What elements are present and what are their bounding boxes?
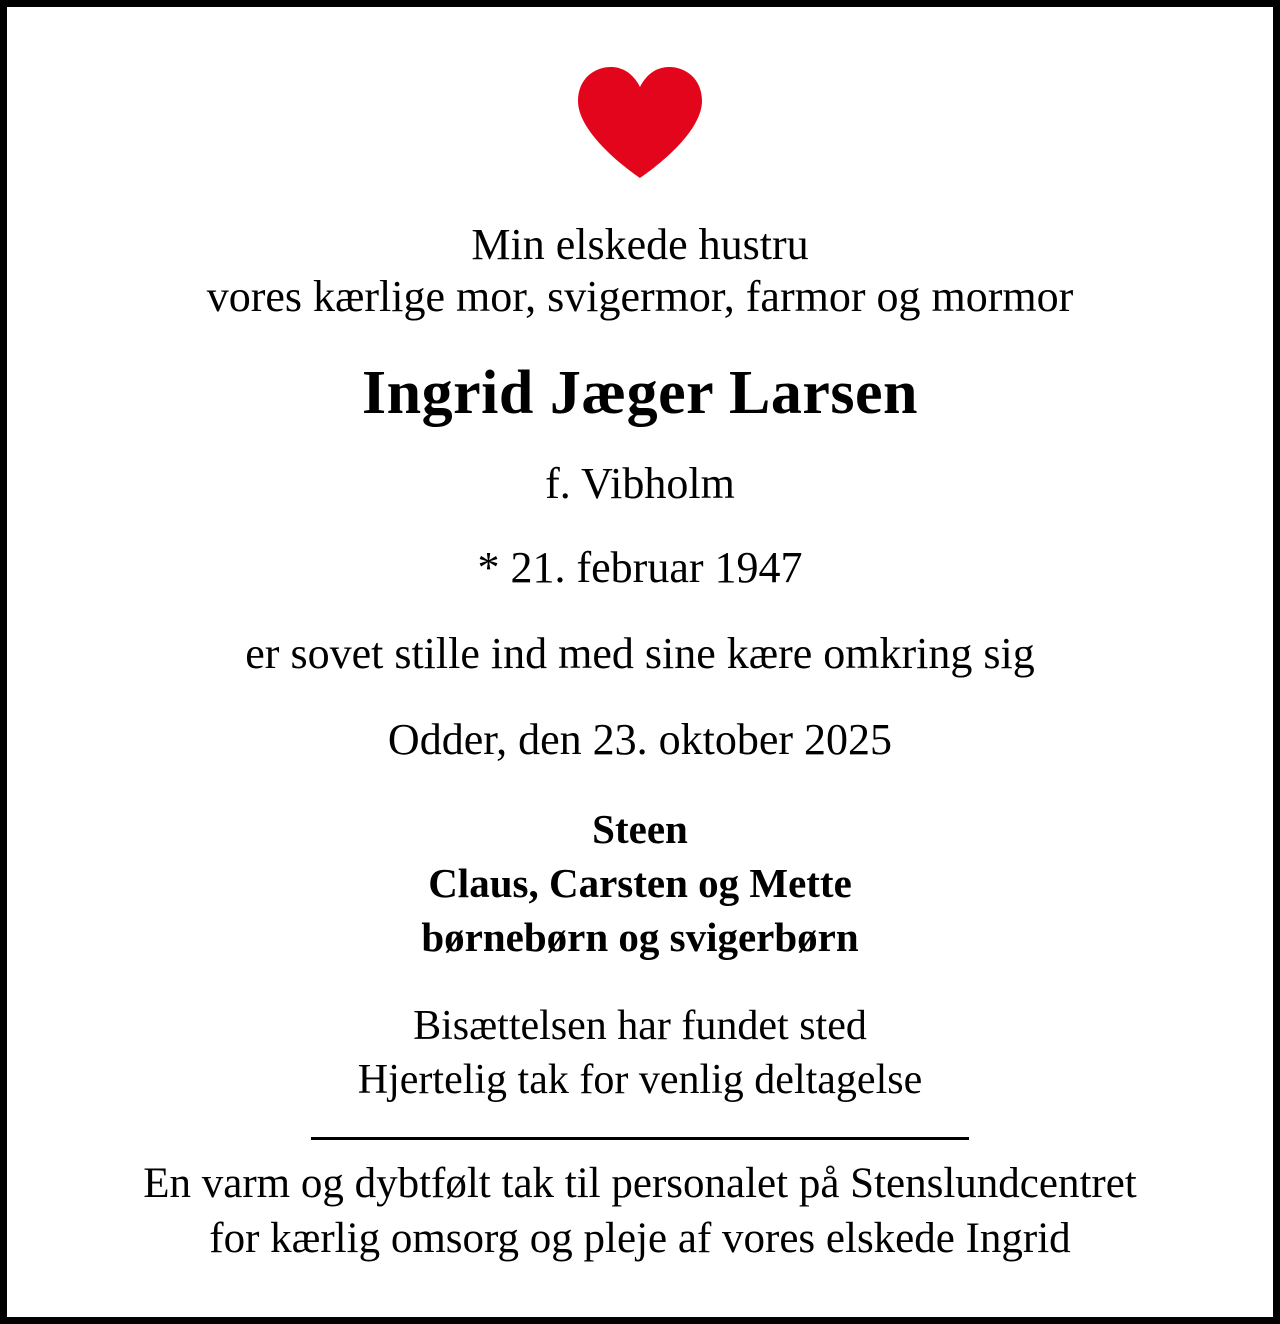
place-and-date: Odder, den 23. oktober 2025 [387,714,893,764]
survivor-line: Claus, Carsten og Mette [428,859,852,906]
survivor-line: Steen [592,805,688,852]
service-line: Bisættelsen har fundet sted [413,1002,867,1049]
thanks-line: En varm og dybtfølt tak til personalet på Stenslundcentret [143,1160,1137,1208]
deceased-name: Ingrid Jæger Larsen [361,358,919,427]
thanks-line: for kærlig omsorg og pleje af vores elskede Ingrid [209,1215,1071,1263]
maiden-name: f. Vibholm [545,458,735,508]
passing-text: er sovet stille ind med sine kære omkring sig [245,628,1035,678]
intro-text [41,219,1239,323]
heart-icon [570,63,710,183]
survivor-line: børnebørn og svigerbørn [421,913,859,960]
birth-date: * 21. februar 1947 [477,542,803,592]
service-line: Hjertelig tak for venlig deltagelse [357,1056,923,1103]
intro-line-2: vores kærlige mor, svigermor, farmor og mormor [206,271,1074,321]
survivors-list [41,802,1239,964]
intro-line-1: Min elskede hustru [471,220,809,269]
thanks-message [41,1156,1239,1266]
heart-icon-container [41,63,1239,183]
service-info [41,1000,1239,1108]
divider [311,1137,970,1140]
